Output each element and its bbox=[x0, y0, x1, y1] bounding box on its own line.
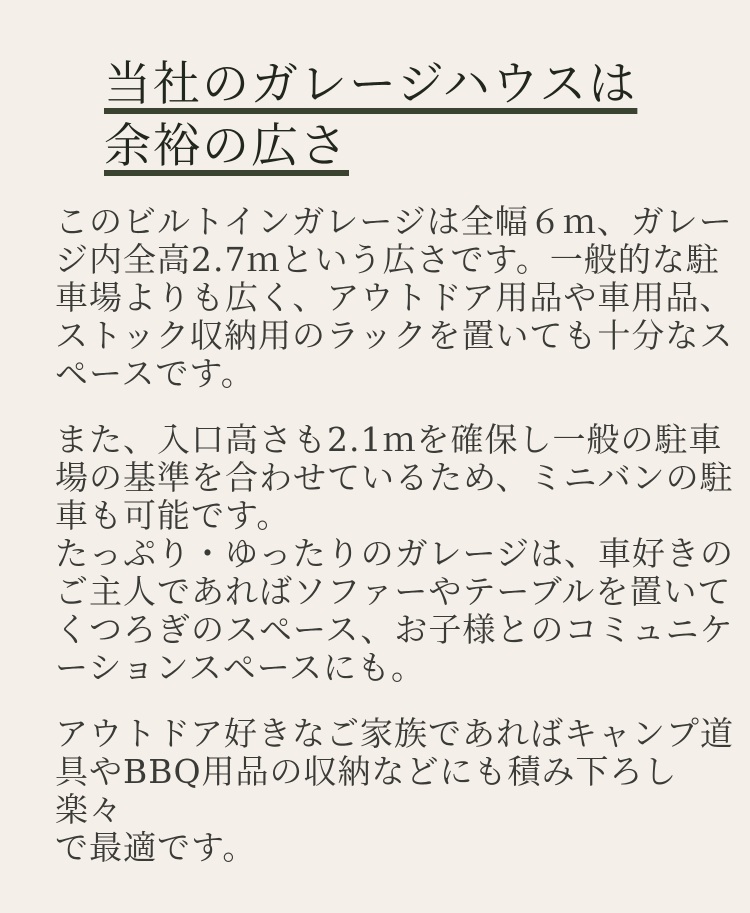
paragraph-garage-size: このビルトインガレージは全幅６ｍ、ガレー ジ内全高2.7ｍという広さです。一般的な駐 車場よりも広く、アウトドア用品や車用品、 ストック収納用のラックを置いても十分なス ペースです。 bbox=[55, 202, 734, 393]
page-title: 当社のガレージハウスは 余裕の広さ bbox=[104, 57, 638, 174]
article-section bbox=[0, 54, 750, 913]
paragraph-entrance-height: また、入口高さも2.1ｍを確保し一般の駐車 場の基準を合わせているため、ミニバンの駐 車も可能です。 たっぷり・ゆったりのガレージは、車好きの ご主人であればソファーやテーブルを置いて くつろぎのスペース、お子様とのコミュニケ ーションスペースにも。 bbox=[55, 420, 735, 687]
paragraph-outdoor-family: アウトドア好きなご家族であればキャンプ道 具やBBQ用品の収納などにも積み下ろし楽々 で最適です。 bbox=[55, 714, 735, 867]
